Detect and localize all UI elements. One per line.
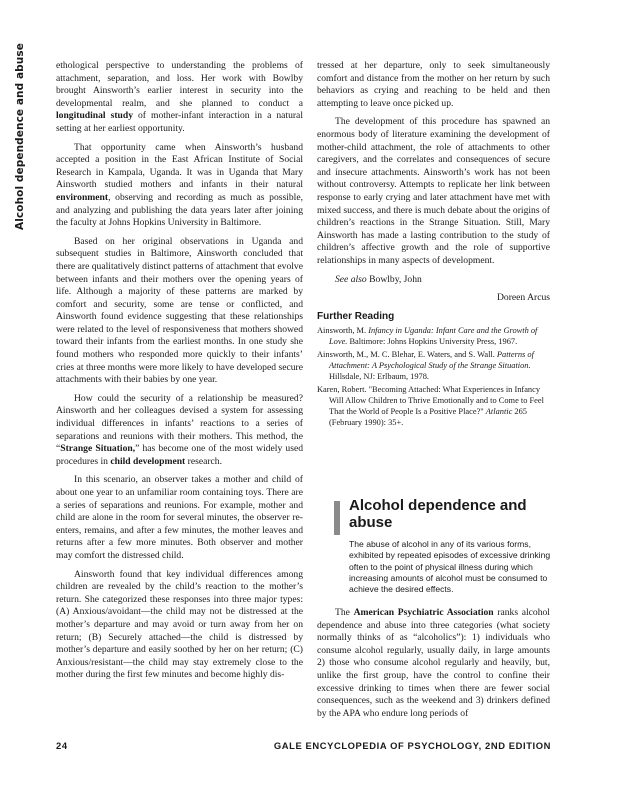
author-credit: Doreen Arcus — [496, 292, 550, 304]
book-title: GALE ENCYCLOPEDIA OF PSYCHOLOGY, 2ND EDITION — [273, 740, 551, 751]
paragraph: Ainsworth found that key individual differences among children are revealed by the child’s reaction to the mother’s return. She categorized these responses into three major types: (A) Anxious/avoidant—the child may not be distressed at the mother’s departure and may avoid or turn away from her on return; (B) Securely attached—the child is distressed by mother’s departure and easily soothed by her on her return; (C) Anxious/resistant—the child may stay extremely close to the mother during the first few minutes and become highly dis- — [56, 568, 303, 681]
glossary-term-link[interactable]: child development — [110, 455, 186, 467]
running-head — [10, 43, 34, 242]
paragraph — [56, 393, 303, 469]
ref-publisher: 265 (February 1990): 35+. — [329, 407, 527, 428]
left-column — [56, 60, 303, 688]
text-run: of mother-infant interaction in a natural setting at her earliest opportunity. — [56, 110, 303, 134]
paragraph — [56, 142, 303, 230]
glossary-term-link[interactable]: Strange Situation, — [60, 443, 136, 455]
ref-title: Infancy in Uganda: Infant Care and the Growth of Love. — [329, 326, 538, 347]
reference-item — [317, 325, 550, 347]
text-run: , observing and recording as much as possible, and analyzing and publishing the data years later after joining the faculty at Johns Hopkins University in Baltimore. — [56, 191, 303, 229]
paragraph — [317, 607, 550, 720]
entry-definition: The abuse of alcohol in any of its various forms, exhibited by repeated episodes of excessive drinking often to the point of physical illness during which increasing amounts of alcohol must be consumed to achieve the desired effects. — [349, 539, 551, 595]
entry-header — [334, 497, 554, 595]
paragraph: The development of this procedure has spawned an enormous body of literature examining the development of mother-child attachment, the role of attachments to other caregivers, and the correlates and consequences of secure and insecure attachments. Ainsworth’s work has not been without controversy. Attempts to replicate her link between response to early crying and later attachment have met with mixed success, and there is much debate about the origins of children’s reactions in the Strange Situation. Still, Mary Ainsworth has made a lasting contribution to the study of children’s affective growth and the role of supportive relationships in many aspects of development. — [317, 116, 550, 266]
reference-item — [317, 384, 550, 428]
text-run: ranks alcohol dependence and abuse into three categories (what society normally thinks of as “alcoholics”): 1) individuals who consume alcohol regularly, usually daily, in large amounts 2) those who consume alcohol regularly and heavily, but, unlike the first group, have the control to confine their excessive drinking to times when there are fewer social consequences, such as the weekend and 3) drinkers defined by the APA who endure long periods of — [317, 607, 550, 719]
ref-author: Karen, Robert. "Becoming Attached: What Experiences in Infancy Will Allow Children to Thrive Emotionally and to Come to Feel That the World of People Is a Positive Place?" — [317, 385, 544, 417]
paragraph: Based on her original observations in Uganda and subsequent studies in Baltimore, Ainsworth concluded that there are qualitatively distinct patterns of attachment that evolve between infants and their mothers over the opening years of life. Although a majority of these patterns are marked by comfort and security, some are tense or conflicted, and Ainsworth found evidence suggesting that these relationships were related to the level of responsiveness that mothers showed toward their infants from the earliest months. In one study she found mothers who responded more quickly to their infants’ cries at three months were more likely to have developed secure attachments with their babies by one year. — [56, 235, 303, 386]
paragraph: In this scenario, an observer takes a mother and child of about one year to an unfamiliar room containing toys. There are a series of separations and reunions. For example, mother and child are alone in the room for several minutes, the observer re-enters, remains, and after a few minutes, the mother leaves and returns after a few more minutes. Both observer and mother may comfort the distressed child. — [56, 474, 303, 561]
text-run: research. — [185, 455, 222, 467]
reference-item — [317, 349, 550, 382]
entry-title: Alcohol dependence and abuse — [349, 497, 527, 531]
running-head-text: Alcohol dependence and abuse — [14, 43, 26, 230]
right-column — [317, 60, 550, 430]
ref-author: Ainsworth, M. — [317, 326, 369, 336]
text-run: The — [335, 607, 354, 618]
glossary-term-link[interactable]: American Psychiatric Association — [353, 607, 494, 618]
see-also-label: See also — [335, 273, 367, 285]
entry-body — [317, 607, 550, 720]
text-run: How could the security of a relationship be measured? Ainsworth and her colleagues devised a system for assessing individual differences in infants’ reactions to a series of separations and reunions with their mothers. This method, the “ — [56, 392, 303, 455]
entry-marker-bar — [334, 501, 340, 535]
ref-publisher: Hillsdale, NJ: Erlbaum, 1978. — [329, 372, 430, 382]
see-also-link[interactable]: Bowlby, John — [366, 273, 422, 285]
ref-title: Atlantic — [485, 407, 513, 417]
ref-title: Patterns of Attachment: A Psychological Study of the Strange Situation. — [329, 350, 534, 371]
page-number: 24 — [56, 740, 68, 751]
see-also — [317, 274, 550, 287]
ref-publisher: Baltimore: Johns Hopkins University Press, 1967. — [347, 337, 518, 347]
glossary-term-link[interactable]: longitudinal study — [56, 110, 133, 122]
text-run: That opportunity came when Ainsworth’s husband accepted a position in the East African Institute of Social Research in Kampala, Uganda. It was in Uganda that Mary Ainsworth studied mothers and infants in their natural — [56, 141, 303, 191]
paragraph: tressed at her departure, only to seek simultaneously comfort and distance from the mother on her return by such behaviors as crying and reaching to be held and then attempting to leave once picked up. — [317, 60, 550, 109]
ref-author: Ainsworth, M., M. C. Blehar, E. Waters, and S. Wall. — [317, 350, 497, 360]
further-reading-heading: Further Reading — [317, 310, 395, 322]
text-run: ethological perspective to understanding the problems of attachment, separation, and loss. Her work with Bowlby brought Ainsworth’s earlier interest in security into the developmental realm, and she planned to conduct a — [56, 60, 303, 109]
text-run: ” has become one of the most widely used procedures in — [56, 443, 303, 467]
paragraph — [56, 60, 303, 136]
glossary-term-link[interactable]: environment — [56, 191, 109, 203]
